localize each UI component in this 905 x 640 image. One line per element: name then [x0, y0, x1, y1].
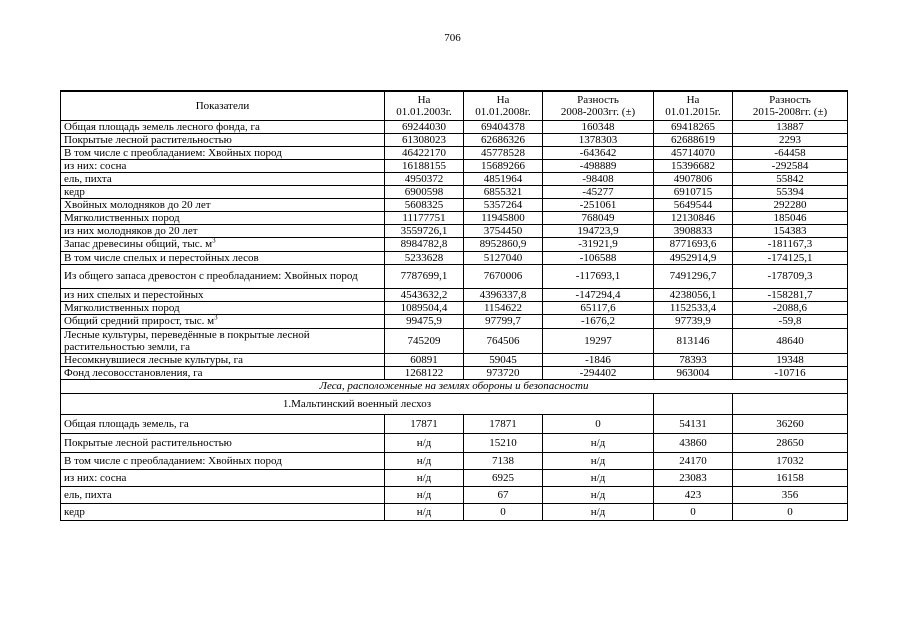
- row-label-text: Общий средний прирост, тыс. м: [64, 315, 215, 327]
- table-cell: -292584: [733, 159, 848, 172]
- table-row: [61, 264, 848, 288]
- row-label-text: Покрытые лесной растительностью: [64, 133, 232, 146]
- table-cell: 17871: [385, 414, 464, 433]
- table-cell: [654, 393, 733, 414]
- table-cell: 23083: [654, 469, 733, 486]
- forest-data-table: [60, 90, 848, 521]
- table-cell: н/д: [385, 503, 464, 520]
- table-cell: -2088,6: [733, 301, 848, 314]
- unit-superscript: 3: [212, 236, 216, 245]
- table-cell: 292280: [733, 198, 848, 211]
- table-cell: 0: [543, 414, 654, 433]
- table-cell: 97739,9: [654, 314, 733, 328]
- header-indicator: Показатели: [61, 91, 385, 120]
- header-col-2008: На 01.01.2008г.: [464, 91, 543, 120]
- row-label-text: Хвойных молодняков до 20 лет: [64, 198, 211, 211]
- row-label: [61, 264, 385, 288]
- table-cell: 4543632,2: [385, 288, 464, 301]
- row-label-text: Запас древесины общий, тыс. м: [64, 238, 213, 250]
- table-cell: 2293: [733, 133, 848, 146]
- row-label-text: В том числе спелых и перестойных лесов: [64, 251, 259, 264]
- table-cell: н/д: [543, 469, 654, 486]
- table-row: [61, 198, 848, 211]
- table-row: [61, 251, 848, 264]
- table-cell: 3559726,1: [385, 224, 464, 237]
- table-cell: 61308023: [385, 133, 464, 146]
- table-row: [61, 185, 848, 198]
- table-cell: -498889: [543, 159, 654, 172]
- table-cell: 36260: [733, 414, 848, 433]
- table-cell: 4952914,9: [654, 251, 733, 264]
- table-cell: 3908833: [654, 224, 733, 237]
- row-label: [61, 301, 385, 314]
- table-cell: 43860: [654, 433, 733, 452]
- table-row: [61, 211, 848, 224]
- table-cell: 963004: [654, 366, 733, 379]
- table-cell: 59045: [464, 353, 543, 366]
- table-row: [61, 133, 848, 146]
- table-cell: 78393: [654, 353, 733, 366]
- table-cell: 0: [464, 503, 543, 520]
- table-row: [61, 452, 848, 469]
- table-cell: 69418265: [654, 120, 733, 133]
- table-cell: 6925: [464, 469, 543, 486]
- table-cell: 3754450: [464, 224, 543, 237]
- table-cell: -64458: [733, 146, 848, 159]
- table-row: [61, 366, 848, 379]
- table-cell: 7491296,7: [654, 264, 733, 288]
- table-cell: 768049: [543, 211, 654, 224]
- table-cell: 45714070: [654, 146, 733, 159]
- row-label-text: кедр: [64, 185, 85, 198]
- table-cell: 1268122: [385, 366, 464, 379]
- table-cell: 1378303: [543, 133, 654, 146]
- table-cell: 1152533,4: [654, 301, 733, 314]
- table-cell: н/д: [543, 486, 654, 503]
- table-cell: 7787699,1: [385, 264, 464, 288]
- row-label: [61, 237, 385, 251]
- table-cell: 24170: [654, 452, 733, 469]
- table-row: [61, 172, 848, 185]
- table-cell: -1846: [543, 353, 654, 366]
- table-row: [61, 414, 848, 433]
- table-cell: 17032: [733, 452, 848, 469]
- row-label: [61, 159, 385, 172]
- table-cell: 0: [654, 503, 733, 520]
- row-label: Покрытые лесной растительностью: [61, 433, 385, 452]
- row-label: [61, 314, 385, 328]
- table-cell: 745209: [385, 328, 464, 353]
- table-row: [61, 503, 848, 520]
- row-label-text: из них спелых и перестойных: [64, 288, 204, 301]
- table-cell: 17871: [464, 414, 543, 433]
- table-cell: 4851964: [464, 172, 543, 185]
- table-cell: 16188155: [385, 159, 464, 172]
- table-row: [61, 159, 848, 172]
- row-label: [61, 288, 385, 301]
- table-cell: 54131: [654, 414, 733, 433]
- table-cell: -45277: [543, 185, 654, 198]
- section-title-leskhoz: 1.Мальтинский военный лесхоз: [61, 393, 654, 414]
- table-cell: 973720: [464, 366, 543, 379]
- table-cell: 97799,7: [464, 314, 543, 328]
- table-cell: н/д: [543, 503, 654, 520]
- row-label-text: из них: сосна: [64, 159, 127, 172]
- table-cell: 19348: [733, 353, 848, 366]
- table-cell: -251061: [543, 198, 654, 211]
- table-row: [61, 433, 848, 452]
- table-cell: 7670006: [464, 264, 543, 288]
- table-cell: н/д: [543, 433, 654, 452]
- table-cell: 13887: [733, 120, 848, 133]
- table-cell: 423: [654, 486, 733, 503]
- table-row: [61, 301, 848, 314]
- row-label: ель, пихта: [61, 486, 385, 503]
- table-cell: 15210: [464, 433, 543, 452]
- table-cell: 1089504,4: [385, 301, 464, 314]
- table-cell: 8952860,9: [464, 237, 543, 251]
- row-label-text: Мягколиственных пород: [64, 301, 180, 314]
- table-cell: -106588: [543, 251, 654, 264]
- table-cell: 11945800: [464, 211, 543, 224]
- table-row: [61, 469, 848, 486]
- table-cell: 764506: [464, 328, 543, 353]
- table-cell: 5127040: [464, 251, 543, 264]
- row-label: [61, 224, 385, 237]
- table-cell: 813146: [654, 328, 733, 353]
- table-cell: -59,8: [733, 314, 848, 328]
- table-row: [61, 237, 848, 251]
- table-row: [61, 288, 848, 301]
- table-cell: -10716: [733, 366, 848, 379]
- table-cell: 4950372: [385, 172, 464, 185]
- table-row: [61, 146, 848, 159]
- table-cell: 55842: [733, 172, 848, 185]
- table-cell: 5357264: [464, 198, 543, 211]
- table-cell: 185046: [733, 211, 848, 224]
- row-label: В том числе с преобладанием: Хвойных пород: [61, 452, 385, 469]
- table-cell: 99475,9: [385, 314, 464, 328]
- row-label: [61, 353, 385, 366]
- table-cell: -643642: [543, 146, 654, 159]
- row-label-text: Мягколиственных пород: [64, 211, 180, 224]
- row-label-text: Несомкнувшиеся лесные культуры, га: [64, 353, 244, 366]
- table-row: [61, 328, 848, 353]
- row-label-text: ель, пихта: [64, 172, 112, 185]
- row-label-text: Лесные культуры, переведённые в покрытые лесной растительностью земли, га: [64, 328, 310, 353]
- table-cell: 356: [733, 486, 848, 503]
- table-cell: 15396682: [654, 159, 733, 172]
- table-cell: -178709,3: [733, 264, 848, 288]
- row-label: [61, 251, 385, 264]
- table-cell: -294402: [543, 366, 654, 379]
- table-cell: 5608325: [385, 198, 464, 211]
- row-label-text: из них молодняков до 20 лет: [64, 224, 198, 237]
- table-cell: 16158: [733, 469, 848, 486]
- table-cell: 0: [733, 503, 848, 520]
- table-cell: 46422170: [385, 146, 464, 159]
- table-row: [61, 224, 848, 237]
- table-row: [61, 314, 848, 328]
- table-cell: 11177751: [385, 211, 464, 224]
- section-row: [61, 379, 848, 393]
- row-label: [61, 185, 385, 198]
- table-cell: 6910715: [654, 185, 733, 198]
- table-cell: 194723,9: [543, 224, 654, 237]
- table-cell: 4907806: [654, 172, 733, 185]
- table-cell: 65117,6: [543, 301, 654, 314]
- table-cell: 6855321: [464, 185, 543, 198]
- table-cell: 5233628: [385, 251, 464, 264]
- header-row: [61, 91, 848, 120]
- table-cell: 62686326: [464, 133, 543, 146]
- table-cell: 6900598: [385, 185, 464, 198]
- table-row: [61, 486, 848, 503]
- row-label: [61, 133, 385, 146]
- table-cell: н/д: [385, 433, 464, 452]
- row-label: кедр: [61, 503, 385, 520]
- row-label-text: Общая площадь земель лесного фонда, га: [64, 120, 260, 133]
- table-cell: 28650: [733, 433, 848, 452]
- table-cell: 7138: [464, 452, 543, 469]
- header-col-2015: На 01.01.2015г.: [654, 91, 733, 120]
- row-label: [61, 146, 385, 159]
- page-number: 706: [444, 32, 461, 44]
- table-cell: 60891: [385, 353, 464, 366]
- row-label: [61, 198, 385, 211]
- table-cell: 160348: [543, 120, 654, 133]
- table-cell: -174125,1: [733, 251, 848, 264]
- row-label: [61, 328, 385, 353]
- table-cell: 1154622: [464, 301, 543, 314]
- table-cell: -1676,2: [543, 314, 654, 328]
- table-cell: 67: [464, 486, 543, 503]
- table-cell: 55394: [733, 185, 848, 198]
- header-col-diff-2008-2003: Разность 2008-2003гг. (±): [543, 91, 654, 120]
- table-cell: -117693,1: [543, 264, 654, 288]
- header-col-diff-2015-2008: Разность 2015-2008гг. (±): [733, 91, 848, 120]
- row-label: [61, 366, 385, 379]
- table-cell: н/д: [385, 469, 464, 486]
- row-label: [61, 211, 385, 224]
- table-cell: -98408: [543, 172, 654, 185]
- table-cell: 5649544: [654, 198, 733, 211]
- table-cell: 4396337,8: [464, 288, 543, 301]
- table-cell: -181167,3: [733, 237, 848, 251]
- unit-superscript: 3: [214, 313, 218, 322]
- table-cell: 45778528: [464, 146, 543, 159]
- table-cell: н/д: [385, 452, 464, 469]
- table-cell: 69244030: [385, 120, 464, 133]
- table-cell: 62688619: [654, 133, 733, 146]
- row-label: Общая площадь земель, га: [61, 414, 385, 433]
- row-label-text: Из общего запаса древостон с преобладанием: Хвойных пород: [64, 270, 358, 282]
- section-row: [61, 393, 848, 414]
- table-cell: 12130846: [654, 211, 733, 224]
- table-cell: 154383: [733, 224, 848, 237]
- table-cell: -31921,9: [543, 237, 654, 251]
- section-title-defense-lands: Леса, расположенные на землях обороны и безопасности: [61, 379, 848, 393]
- row-label: [61, 120, 385, 133]
- table-cell: 48640: [733, 328, 848, 353]
- row-label-text: В том числе с преобладанием: Хвойных пород: [64, 146, 282, 159]
- row-label: из них: сосна: [61, 469, 385, 486]
- table-cell: -147294,4: [543, 288, 654, 301]
- table-row: [61, 120, 848, 133]
- table-cell: 19297: [543, 328, 654, 353]
- table-cell: 69404378: [464, 120, 543, 133]
- table-row: [61, 353, 848, 366]
- header-col-2003: На 01.01.2003г.: [385, 91, 464, 120]
- table-cell: 8771693,6: [654, 237, 733, 251]
- table-cell: 4238056,1: [654, 288, 733, 301]
- table-cell: н/д: [543, 452, 654, 469]
- table-cell: н/д: [385, 486, 464, 503]
- row-label: [61, 172, 385, 185]
- table-cell: -158281,7: [733, 288, 848, 301]
- table-cell: 8984782,8: [385, 237, 464, 251]
- table-cell: 15689266: [464, 159, 543, 172]
- row-label-text: Фонд лесовосстановления, га: [64, 366, 203, 379]
- table-cell: [733, 393, 848, 414]
